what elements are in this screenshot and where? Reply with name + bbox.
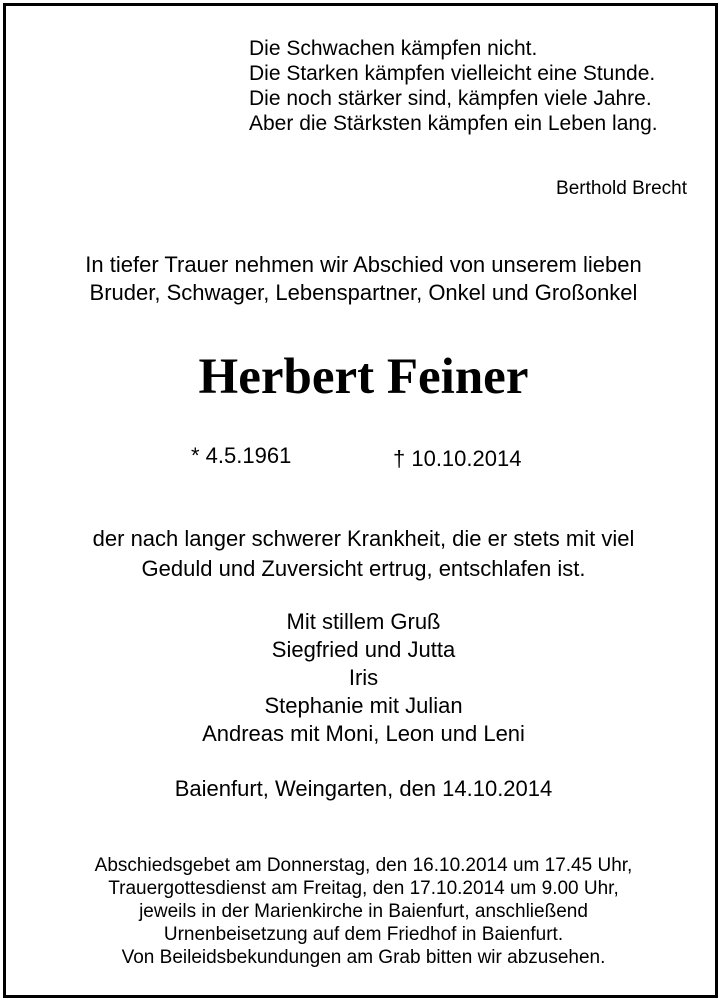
mourners-list — [6, 608, 721, 748]
poem-line: Die noch stärker sind, kämpfen viele Jahre. — [249, 87, 652, 110]
poem-author: Berthold Brecht — [556, 178, 687, 199]
mourners-greeting: Mit stillem Gruß — [286, 609, 441, 634]
notice-line: Urnenbeisetzung auf dem Friedhof in Baienfurt. — [163, 924, 564, 945]
poem-line: Die Starken kämpfen vielleicht eine Stunde. — [249, 62, 656, 85]
obituary-frame — [3, 3, 718, 998]
notice-line: Trauergottesdienst am Freitag, den 17.10.2014 um 9.00 Uhr, — [108, 878, 619, 899]
death-date: † 10.10.2014 — [393, 446, 522, 471]
poem-quote — [249, 36, 658, 136]
poem-line: Aber die Stärksten kämpfen ein Leben lang. — [249, 112, 658, 135]
cause-line: Geduld und Zuversicht ertrug, entschlafen ist. — [141, 556, 586, 581]
deceased-name: Herbert Feiner — [198, 349, 529, 405]
intro-line: Bruder, Schwager, Lebenspartner, Onkel und Großonkel — [89, 280, 638, 305]
cause-text — [6, 524, 721, 584]
intro-text — [6, 251, 721, 307]
mourner-entry: Stephanie mit Julian — [264, 693, 463, 718]
poem-line: Die Schwachen kämpfen nicht. — [249, 37, 538, 60]
mourner-entry: Siegfried und Jutta — [271, 637, 456, 662]
place-and-date: Baienfurt, Weingarten, den 14.10.2014 — [174, 776, 553, 801]
notice-line: Abschiedsgebet am Donnerstag, den 16.10.2014 um 17.45 Uhr, — [94, 855, 633, 876]
intro-line: In tiefer Trauer nehmen wir Abschied von unserem lieben — [85, 252, 642, 277]
notice-line: jeweils in der Marienkirche in Baienfurt, anschließend — [139, 901, 588, 922]
notice-line: Von Beileidsbekundungen am Grab bitten wir abzusehen. — [121, 947, 606, 968]
birth-date: * 4.5.1961 — [191, 443, 292, 468]
cause-line: der nach langer schwerer Krankheit, die er stets mit viel — [92, 526, 635, 551]
service-notice — [6, 854, 721, 969]
mourner-entry: Andreas mit Moni, Leon und Leni — [202, 721, 525, 746]
mourner-entry: Iris — [348, 665, 379, 690]
